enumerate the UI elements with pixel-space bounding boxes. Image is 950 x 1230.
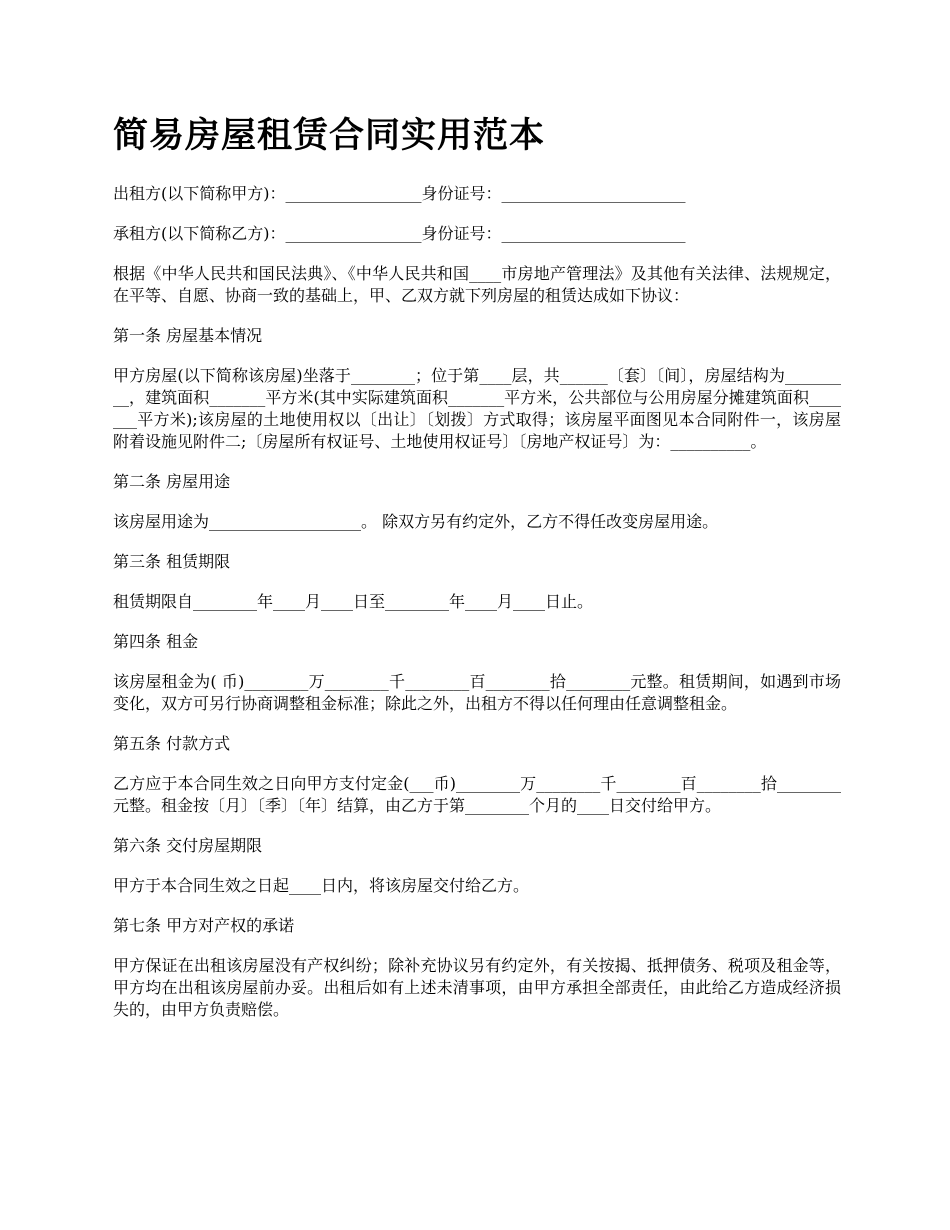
- article-2-heading: 第二条 房屋用途: [113, 472, 231, 491]
- article-7-body: 甲方保证在出租该房屋没有产权纠纷；除补充协议另有约定外，有关按揭、抵押债务、税项及租金等，甲方均在出租该房屋前办妥。出租后如有上述未清事项，由甲方承担全部责任，由此给乙方造成经济损失的，由甲方负责赔偿。: [113, 956, 841, 1019]
- article-4-body: 该房屋租金为( 币)________万________千________百________拾________元整。租赁期间，如遇到市场变化，双方可另行协商调整租金标准；除此之外，出租方不得以任何理由任意调整租金。: [113, 672, 841, 713]
- article-7-heading: 第七条 甲方对产权的承诺: [113, 916, 295, 935]
- article-1-body: 甲方房屋(以下简称该房屋)坐落于________；位于第____层，共______〔套〕〔间〕，房屋结构为_________，建筑面积_______平方米(其中实际建筑面积_______平方米，公共部位与公用房屋分摊建筑面积_______平方米);该房屋的土地使用权以〔出让〕〔划拨〕方式取得；该房屋平面图见本合同附件一，该房屋附着设施见附件二;〔房屋所有权证号、土地使用权证号〕〔房地产权证号〕为：__________。: [113, 366, 841, 451]
- document-page: [113, 112, 841, 1039]
- party-b-line: 承租方(以下简称乙方)：_________________身份证号：_______________________: [113, 224, 686, 243]
- article-3-body: 租赁期限自________年____月____日至________年____月____日止。: [113, 592, 594, 611]
- article-5-body: 乙方应于本合同生效之日向甲方支付定金(___币)________万________千________百________拾________元整。租金按〔月〕〔季〕〔年〕结算，由乙方于第________个月的____日交付给甲方。: [113, 774, 841, 815]
- article-5-heading: 第五条 付款方式: [113, 734, 231, 753]
- article-6-heading: 第六条 交付房屋期限: [113, 836, 263, 855]
- article-6-body: 甲方于本合同生效之日起____日内，将该房屋交付给乙方。: [113, 876, 530, 895]
- article-2-body: 该房屋用途为___________________。 除双方另有约定外，乙方不得任改变房屋用途。: [113, 512, 719, 531]
- preamble-paragraph: 根据《中华人民共和国民法典》、《中华人民共和国____市房地产管理法》及其他有关法律、法规规定，在平等、自愿、协商一致的基础上，甲、乙双方就下列房屋的租赁达成如下协议：: [113, 264, 841, 305]
- article-1-heading: 第一条 房屋基本情况: [113, 326, 263, 345]
- document-title: 简易房屋租赁合同实用范本: [113, 116, 546, 156]
- party-a-line: 出租方(以下简称甲方)：_________________身份证号：_______________________: [113, 184, 686, 203]
- article-4-heading: 第四条 租金: [113, 632, 199, 651]
- article-3-heading: 第三条 租赁期限: [113, 552, 231, 571]
